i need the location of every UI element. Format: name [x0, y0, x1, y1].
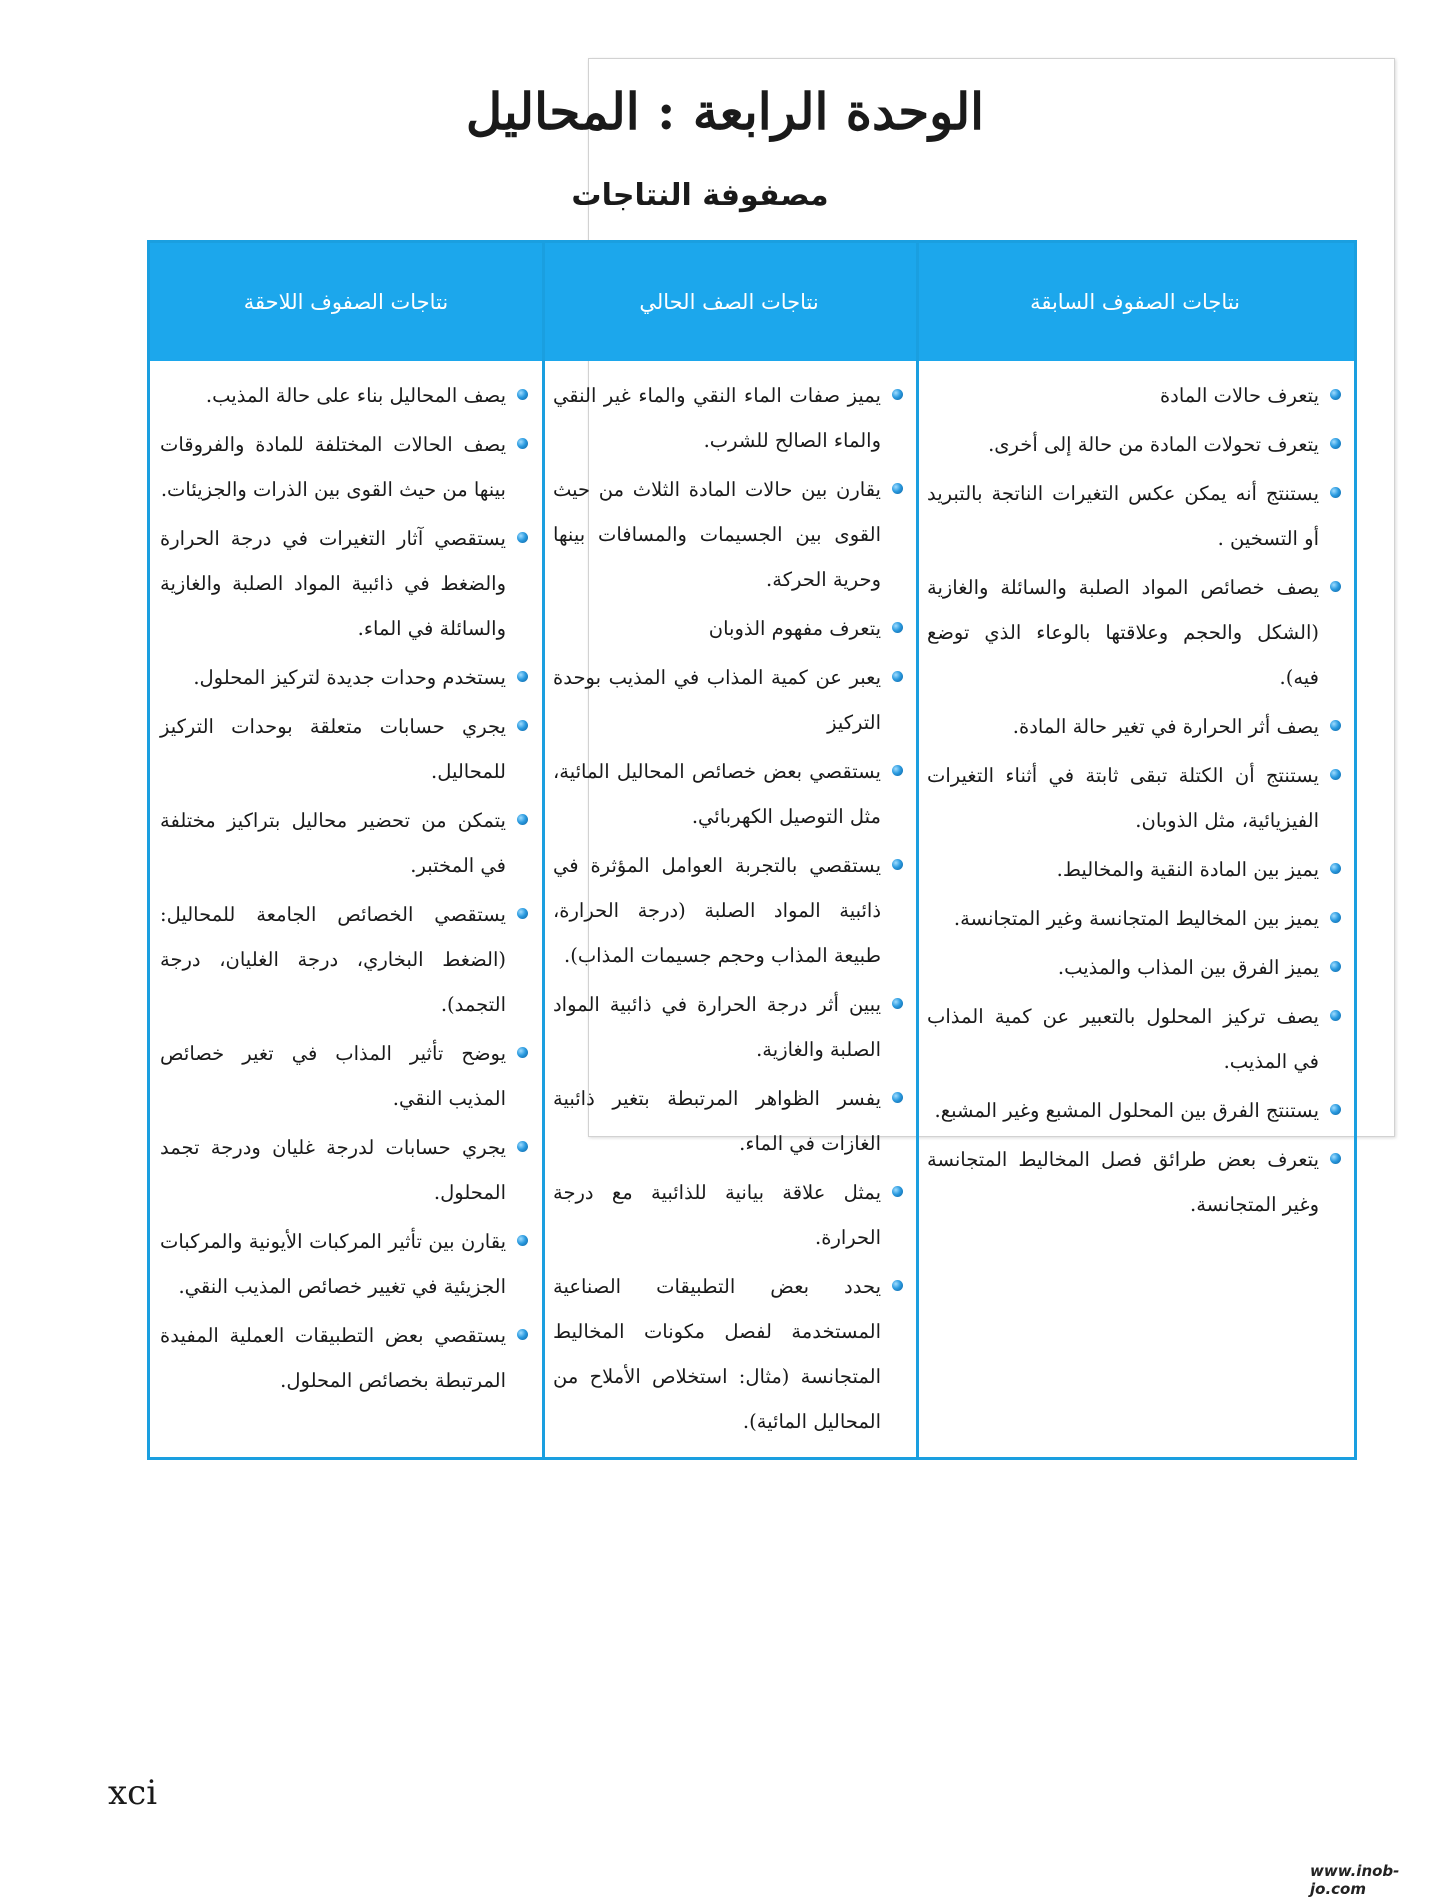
bullet-icon: [1330, 769, 1341, 780]
header-next-grades: نتاجات الصفوف اللاحقة: [243, 290, 449, 314]
outcome-item: [160, 516, 528, 651]
outcome-item: [160, 1219, 528, 1309]
header-current-grade: نتاجات الصف الحالي: [639, 290, 819, 314]
outcome-item: [160, 1031, 528, 1121]
bullet-icon: [517, 908, 528, 919]
column-current-grade: [553, 373, 903, 1448]
matrix-title: مصفوفة النتاجات: [571, 178, 829, 213]
outcome-item: [553, 655, 903, 745]
outcome-item: [927, 565, 1341, 700]
outcome-text: يجري حسابات متعلقة بوحدات التركيز للمحاليل.: [160, 715, 506, 783]
outcome-item: [160, 373, 528, 418]
outcome-item: [927, 896, 1341, 941]
outcome-text: يستخدم وحدات جديدة لتركيز المحلول.: [193, 666, 506, 689]
unit-title: الوحدة الرابعة : المحاليل: [465, 82, 985, 141]
outcome-text: يفسر الظواهر المرتبطة بتغير ذائبية الغازات في الماء.: [553, 1087, 881, 1155]
outcome-text: يستنتج أنه يمكن عكس التغيرات الناتجة بالتبريد أو التسخين .: [927, 482, 1319, 550]
outcome-text: يميز صفات الماء النقي والماء غير النقي والماء الصالح للشرب.: [553, 384, 881, 452]
outcome-text: يعبر عن كمية المذاب في المذيب بوحدة التركيز: [553, 666, 881, 734]
outcome-item: [927, 994, 1341, 1084]
bullet-icon: [1330, 1010, 1341, 1021]
bullet-icon: [517, 1329, 528, 1340]
bullet-icon: [892, 671, 903, 682]
outcome-text: يصف الحالات المختلفة للمادة والفروقات بينها من حيث القوى بين الذرات والجزيئات.: [160, 433, 506, 501]
bullet-icon: [517, 720, 528, 731]
bullet-icon: [892, 1280, 903, 1291]
bullet-icon: [1330, 487, 1341, 498]
outcome-text: يصف تركيز المحلول بالتعبير عن كمية المذاب في المذيب.: [927, 1005, 1319, 1073]
bullet-icon: [517, 438, 528, 449]
outcome-item: [927, 471, 1341, 561]
outcome-item: [927, 373, 1341, 418]
bullet-icon: [1330, 1104, 1341, 1115]
outcome-text: يستقصي بالتجربة العوامل المؤثرة في ذائبية المواد الصلبة (درجة الحرارة، طبيعة المذاب وحجم جسيمات المذاب).: [553, 854, 881, 967]
bullet-icon: [1330, 720, 1341, 731]
outcome-text: يستنتج الفرق بين المحلول المشبع وغير المشبع.: [934, 1099, 1319, 1122]
outcome-text: يتمكن من تحضير محاليل بتراكيز مختلفة في المختبر.: [160, 809, 506, 877]
site-watermark: www.inob-jo.com: [1310, 1862, 1400, 1898]
bullet-icon: [1330, 961, 1341, 972]
bullet-icon: [892, 622, 903, 633]
column-divider: [916, 243, 919, 1457]
outcome-text: يستقصي الخصائص الجامعة للمحاليل: (الضغط البخاري، درجة الغليان، درجة التجمد).: [160, 903, 506, 1016]
outcome-text: يمثل علاقة بيانية للذائبية مع درجة الحرارة.: [553, 1181, 881, 1249]
outcome-item: [553, 373, 903, 463]
outcome-text: يجري حسابات لدرجة غليان ودرجة تجمد المحلول.: [160, 1136, 506, 1204]
outcome-item: [553, 843, 903, 978]
bullet-icon: [892, 765, 903, 776]
outcome-item: [553, 749, 903, 839]
outcome-item: [160, 892, 528, 1027]
outcome-item: [553, 982, 903, 1072]
bullet-icon: [517, 389, 528, 400]
outcome-item: [553, 467, 903, 602]
column-previous-grades: [927, 373, 1341, 1231]
bullet-icon: [517, 671, 528, 682]
bullet-icon: [1330, 438, 1341, 449]
outcome-item: [927, 1088, 1341, 1133]
outcome-text: يتعرف حالات المادة: [1159, 384, 1319, 407]
outcome-text: يستقصي آثار التغيرات في درجة الحرارة والضغط في ذائبية المواد الصلبة والغازية والسائلة في الماء.: [160, 527, 506, 640]
outcome-text: يقارن بين حالات المادة الثلاث من حيث القوى بين الجسيمات والمسافات بينها وحرية الحركة.: [553, 478, 881, 591]
bullet-icon: [892, 389, 903, 400]
outcome-text: يميز بين المادة النقية والمخاليط.: [1056, 858, 1319, 881]
outcome-text: يصف خصائص المواد الصلبة والسائلة والغازية (الشكل والحجم وعلاقتها بالوعاء الذي توضع فيه).: [927, 576, 1319, 689]
bullet-icon: [517, 1235, 528, 1246]
column-next-grades: [160, 373, 528, 1407]
bullet-icon: [1330, 581, 1341, 592]
column-divider: [542, 243, 545, 1457]
outcome-item: [160, 1313, 528, 1403]
outcome-text: يستقصي بعض التطبيقات العملية المفيدة المرتبطة بخصائص المحلول.: [160, 1324, 506, 1392]
outcome-item: [160, 1125, 528, 1215]
outcome-item: [160, 655, 528, 700]
matrix-header: [150, 243, 1354, 361]
bullet-icon: [1330, 389, 1341, 400]
outcome-item: [927, 704, 1341, 749]
outcome-item: [553, 606, 903, 651]
outcome-text: يتعرف بعض طرائق فصل المخاليط المتجانسة وغير المتجانسة.: [927, 1148, 1319, 1216]
bullet-icon: [892, 859, 903, 870]
bullet-icon: [517, 1141, 528, 1152]
outcome-item: [553, 1170, 903, 1260]
bullet-icon: [892, 998, 903, 1009]
outcome-text: يميز بين المخاليط المتجانسة وغير المتجانسة.: [953, 907, 1319, 930]
outcome-text: يستنتج أن الكتلة تبقى ثابتة في أثناء التغيرات الفيزيائية، مثل الذوبان.: [927, 764, 1319, 832]
outcome-text: يوضح تأثير المذاب في تغير خصائص المذيب النقي.: [160, 1042, 506, 1110]
outcome-item: [160, 704, 528, 794]
bullet-icon: [517, 532, 528, 543]
outcome-text: يصف أثر الحرارة في تغير حالة المادة.: [1012, 715, 1319, 738]
outcome-text: يستقصي بعض خصائص المحاليل المائية، مثل التوصيل الكهربائي.: [553, 760, 881, 828]
outcomes-matrix: [147, 240, 1357, 1460]
outcome-text: يصف المحاليل بناء على حالة المذيب.: [205, 384, 506, 407]
outcome-text: يتعرف مفهوم الذوبان: [708, 617, 881, 640]
bullet-icon: [517, 814, 528, 825]
page-number: xci: [108, 1773, 158, 1813]
bullet-icon: [892, 1092, 903, 1103]
outcome-text: يتعرف تحولات المادة من حالة إلى أخرى.: [988, 433, 1319, 456]
bullet-icon: [517, 1047, 528, 1058]
outcome-item: [553, 1264, 903, 1444]
outcome-item: [927, 422, 1341, 467]
outcome-text: يحدد بعض التطبيقات الصناعية المستخدمة لفصل مكونات المخاليط المتجانسة (مثال: استخلاص الأملاح من المحاليل المائية).: [553, 1275, 881, 1433]
bullet-icon: [892, 483, 903, 494]
bullet-icon: [1330, 863, 1341, 874]
outcome-item: [160, 798, 528, 888]
outcome-text: يقارن بين تأثير المركبات الأيونية والمركبات الجزيئية في تغيير خصائص المذيب النقي.: [160, 1230, 506, 1298]
bullet-icon: [1330, 912, 1341, 923]
outcome-item: [927, 847, 1341, 892]
outcome-item: [927, 945, 1341, 990]
outcome-text: يبين أثر درجة الحرارة في ذائبية المواد الصلبة والغازية.: [553, 993, 881, 1061]
outcome-text: يميز الفرق بين المذاب والمذيب.: [1057, 956, 1319, 979]
outcome-item: [160, 422, 528, 512]
header-previous-grades: نتاجات الصفوف السابقة: [1030, 290, 1240, 314]
outcome-item: [553, 1076, 903, 1166]
outcome-item: [927, 1137, 1341, 1227]
outcome-item: [927, 753, 1341, 843]
bullet-icon: [1330, 1153, 1341, 1164]
bullet-icon: [892, 1186, 903, 1197]
